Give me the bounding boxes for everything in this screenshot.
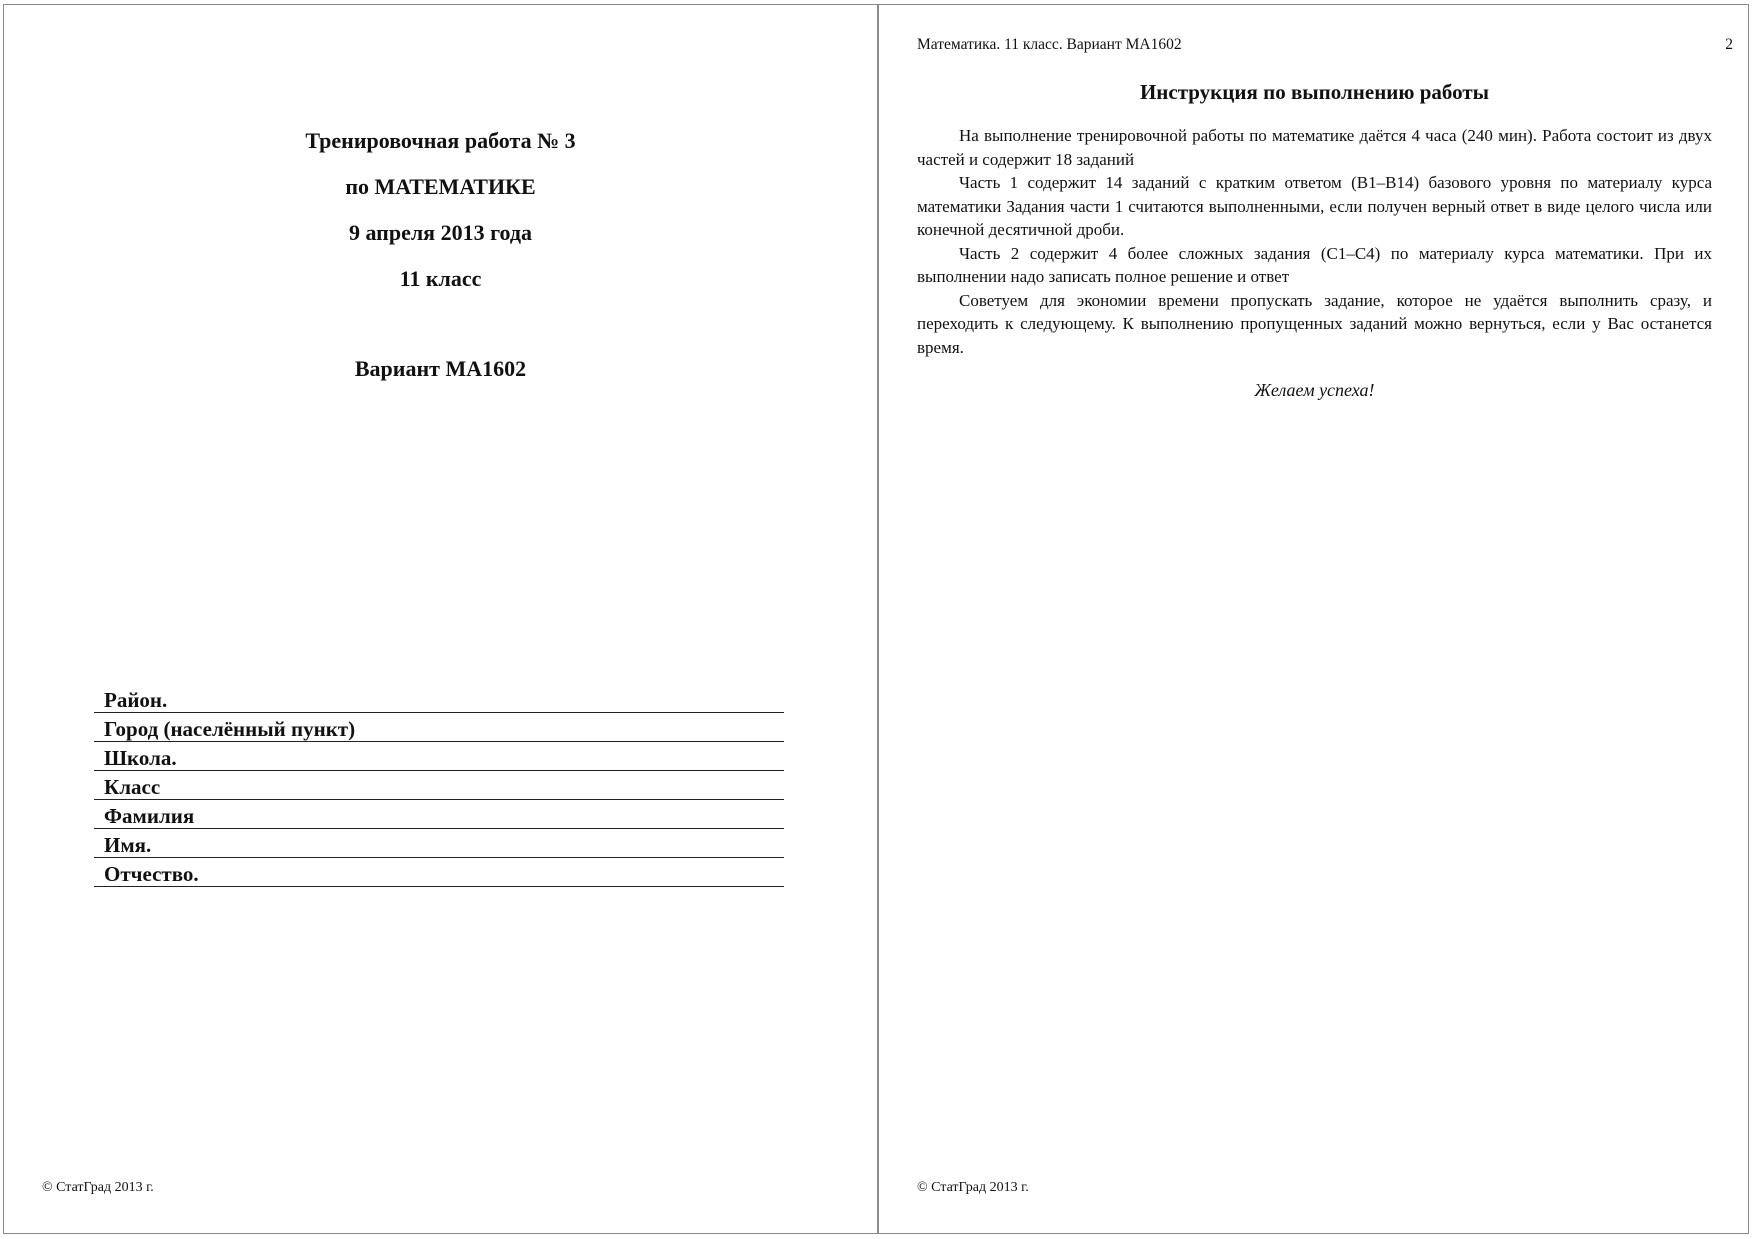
instructions-body [917,124,1712,359]
form-field-school[interactable]: Школа. [94,742,784,771]
instructions-footer: © СтатГрад 2013 г. [917,1180,1029,1195]
cover-variant: Вариант МА1602 [354,356,527,381]
form-field-class[interactable]: Класс [94,771,784,800]
cover-title-block [4,118,877,302]
instructions-title: Инструкция по выполнению работы [1139,80,1490,104]
form-field-name[interactable]: Имя. [94,829,784,858]
student-info-form [94,684,784,887]
cover-title: Тренировочная работа № 3 [305,128,576,153]
running-head-text: Математика. 11 класс. Вариант МА1602 [917,36,1182,53]
instructions-paragraph: Часть 1 содержит 14 заданий с кратким ответом (В1–В14) базового уровня по материалу курса математики Задания части 1 считаются выполненными, если получен верный ответ в виде целого числа или конечной десятичной дроби. [917,173,1712,239]
cover-date: 9 апреля 2013 года [348,220,533,245]
page-number: 2 [1725,36,1733,53]
instructions-page [879,4,1749,1234]
cover-grade: 11 класс [399,266,482,291]
instructions-paragraph: На выполнение тренировочной работы по математике даётся 4 часа (240 мин). Работа состоит из двух частей и содержит 18 заданий [917,126,1712,169]
form-field-city[interactable]: Город (населённый пункт) [94,713,784,742]
instructions-paragraph: Советуем для экономии времени пропускать задание, которое не удаётся выполнить сразу, и переходить к следующему. К выполнению пропущенных заданий можно вернуться, если у Вас останется время. [917,290,1712,357]
form-field-district[interactable]: Район. [94,684,784,713]
running-head [917,36,1733,54]
form-field-patronymic[interactable]: Отчество. [94,858,784,887]
form-field-surname[interactable]: Фамилия [94,800,784,829]
cover-footer: © СтатГрад 2013 г. [42,1180,154,1195]
closing-wish: Желаем успеха! [1254,380,1375,400]
cover-page [4,4,877,1234]
cover-subject: по МАТЕМАТИКЕ [345,174,536,199]
instructions-paragraph: Часть 2 содержит 4 более сложных задания (С1–С4) по материалу курса математики. При их выполнении надо записать полное решение и ответ [917,243,1712,286]
